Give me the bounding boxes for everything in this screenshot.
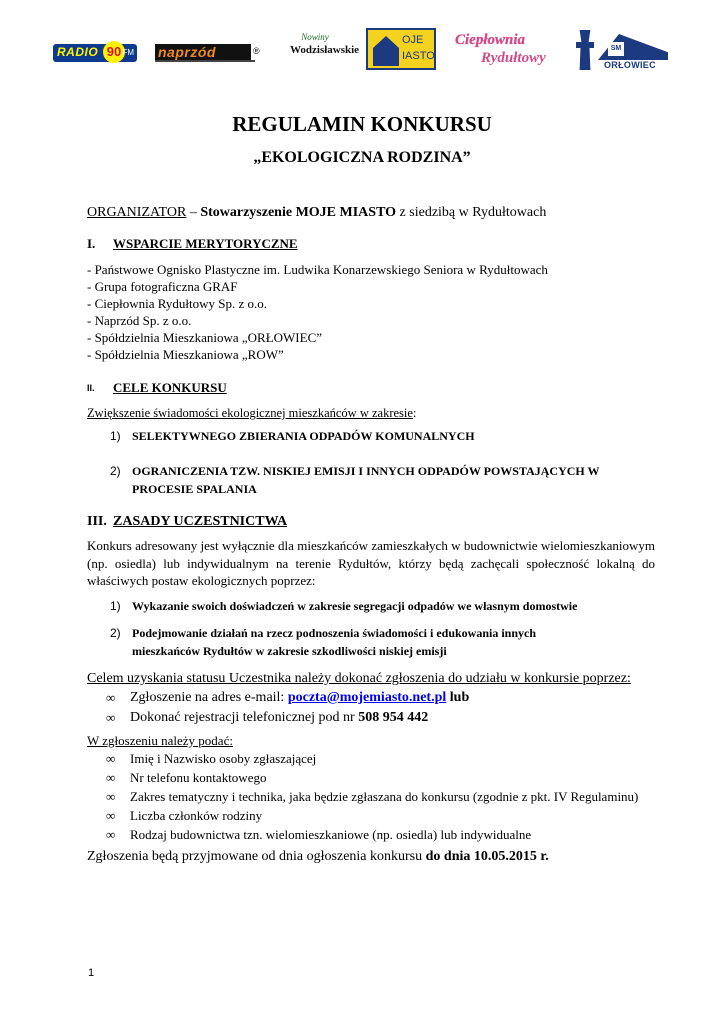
infinity-bullet-icon: ∞ [106,808,116,823]
section-3-title: ZASADY UCZESTNICTWA [113,514,288,529]
cieplownia-rydultowy-logo [455,32,555,72]
sm-orlowiec-logo [574,28,670,74]
nowiny-logo-top: Nowiny [301,32,329,42]
infinity-bullet-icon: ∞ [106,770,116,785]
deadline-date: do dnia 10.05.2015 r. [425,849,549,864]
nowiny-wodzislawskie-logo [290,32,360,72]
fields-header: W zgłoszeniu należy podać: [87,733,233,748]
section-1-number: I. [87,236,96,251]
moje-miasto-logo-line2: IASTO [402,50,435,62]
organizer-name: Stowarzyszenie MOJE MIASTO [200,205,397,220]
support-item: - Naprzód Sp. z o.o. [87,313,192,328]
moje-miasto-logo-line1: OJE [402,34,424,46]
orlowiec-logo-text: ORŁOWIEC [604,60,656,70]
moje-miasto-logo [366,28,436,70]
radio-logo-band: FM [122,48,134,57]
infinity-bullet-icon: ∞ [106,827,116,842]
section-1-title: WSPARCIE MERYTORYCZNE [113,236,298,251]
radio-90-logo [53,44,137,62]
nowiny-logo-bottom: Wodzisławskie [290,44,360,56]
house-icon [373,36,399,66]
status-line: Celem uzyskania statusu Uczestnika należy dokonać zgłoszenia do udziału w konkursie poprzez: [87,671,631,686]
support-item: - Państwowe Ognisko Plastyczne im. Ludwika Konarzewskiego Seniora w Rydułtowach [87,262,548,277]
radio-logo-number: 90 [103,41,125,63]
section-2-number: II. [87,383,95,393]
infinity-bullet-icon: ∞ [106,789,116,804]
infinity-bullet-icon: ∞ [106,751,116,766]
page-number: 1 [88,967,95,979]
section-2-title: CELE KONKURSU [113,380,227,395]
orlowiec-logo-badge: SM [608,42,624,56]
mine-tower-icon [576,30,594,70]
radio-logo-text: RADIO [57,45,99,59]
naprzod-logo-mark: ® [253,46,260,56]
deadline-line: Zgłoszenia będą przyjmowane od dnia ogłoszenia konkursu do dnia 10.05.2015 r. [87,849,549,864]
document-title: REGULAMIN KONKURSU [232,112,492,136]
organizer-label: ORGANIZATOR [87,205,187,220]
support-item: - Spółdzielnia Mieszkaniowa „ROW” [87,347,284,362]
goals-intro: Zwiększenie świadomości ekologicznej mieszkańców w zakresie: [87,406,417,420]
participation-paragraph: Konkurs adresowany jest wyłącznie dla mieszkańców zamieszkałych w budownictwie wielomieszkaniowym (np. osiedla) lub indywidualnym na terenie Rydułtów, którzy będą zachęcali społeczność lokalną do właściwych postaw ekologicznych poprzez: [87,538,655,588]
phone-number: 508 954 442 [358,710,429,725]
document-subtitle: „EKOLOGICZNA RODZINA” [253,149,471,166]
support-item: - Spółdzielnia Mieszkaniowa „ORŁOWIEC” [87,330,323,345]
support-item: - Ciepłownia Rydułtowy Sp. z o.o. [87,296,268,311]
section-3-number: III. [87,514,107,529]
email-link[interactable]: poczta@mojemiasto.net.pl [287,690,447,705]
organizer-line: ORGANIZATOR – Stowarzyszenie MOJE MIASTO z siedzibą w Rydułtowach [87,205,547,220]
infinity-bullet-icon: ∞ [106,710,116,725]
cieplownia-logo-line2: Rydułtowy [481,50,546,66]
cieplownia-logo-line1: Ciepłownia [455,32,526,48]
support-item: - Grupa fotograficzna GRAF [87,279,238,294]
infinity-bullet-icon: ∞ [106,690,116,705]
naprzod-logo-text: naprzód [158,44,216,60]
naprzod-logo [155,44,263,64]
